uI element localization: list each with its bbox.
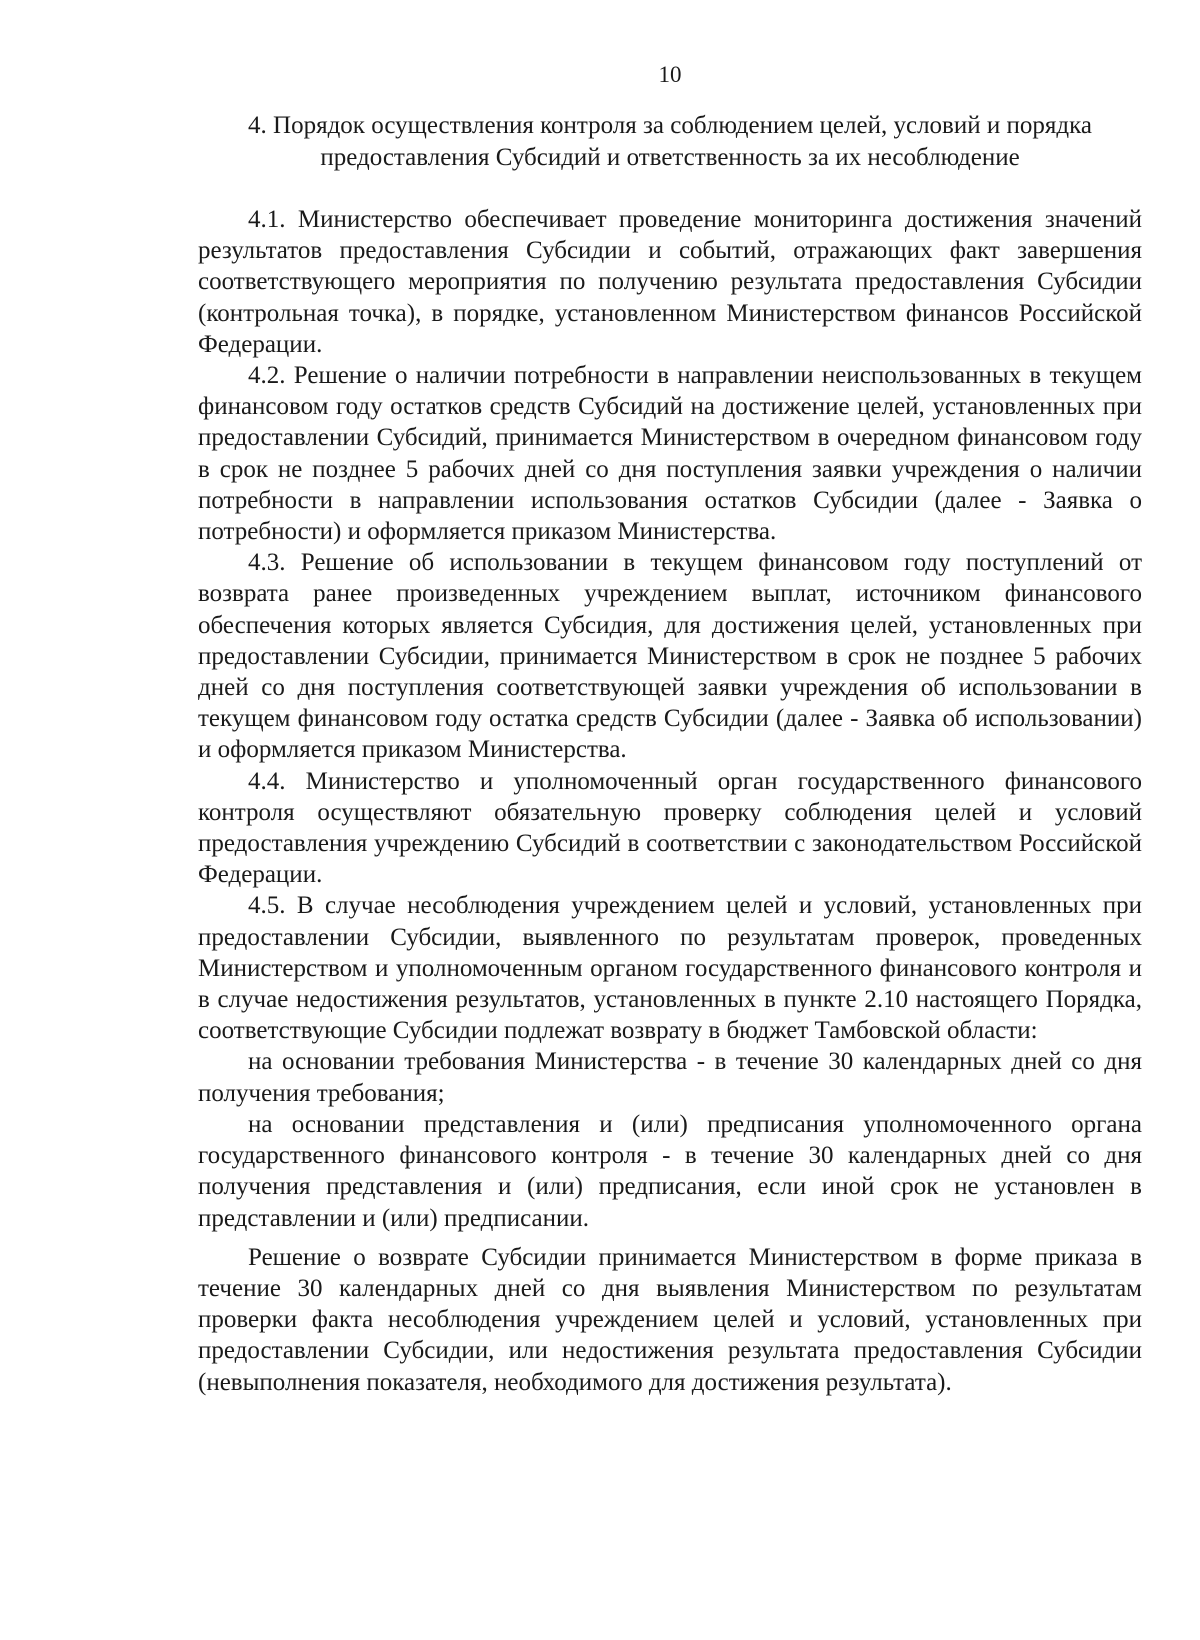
paragraph-4-4: 4.4. Министерство и уполномоченный орган государственного финансового контроля осуществляют обязательную проверку соблюдения целей и условий предоставления учреждению Субсидий в соответствии с законодательством Российской Федерации. [198,767,1142,889]
document-body [198,204,1142,1398]
paragraph-4-5: 4.5. В случае несоблюдения учреждением целей и условий, установленных при предоставлении Субсидии, выявленного по результатам проверок, проведенных Министерством и уполномоченным органом государственного финансового контроля и в случае недостижения результатов, установленных в пункте 2.10 настоящего Порядка, соответствующие Субсидии подлежат возврату в бюджет Тамбовской области: [198,892,1142,1045]
paragraph-4-1: 4.1. Министерство обеспечивает проведение мониторинга достижения значений результатов предоставления Субсидии и событий, отражающих факт завершения соответствующего мероприятия по получению результата предоставления Субсидии (контрольная точка), в порядке, установленном Министерством финансов Российской Федерации. [198,206,1142,358]
page-number: 10 [658,62,682,87]
paragraph-4-2: 4.2. Решение о наличии потребности в направлении неиспользованных в текущем финансовом году остатков средств Субсидий на достижение целей, установленных при предоставлении Субсидий, принимается Министерством в очередном финансовом году в срок не позднее 5 рабочих дней со дня поступления заявки учреждения о наличии потребности в направлении использования остатков Субсидии (далее - Заявка о потребности) и оформляется приказом Министерства. [198,362,1142,546]
paragraph-return-decision: Решение о возврате Субсидии принимается Министерством в форме приказа в течение 30 календарных дней со дня выявления Министерством по результатам проверки факта несоблюдения учреждением целей и условий, установленных при предоставлении Субсидии, или недостижения результата предоставления Субсидии (невыполнения показателя, необходимого для достижения результата). [198,1243,1142,1396]
paragraph-requirement: на основании требования Министерства - в течение 30 календарных дней со дня получения требования; [198,1048,1142,1107]
paragraph-4-3: 4.3. Решение об использовании в текущем финансовом году поступлений от возврата ранее произведенных учреждением выплат, источником финансового обеспечения которых является Субсидия, для достижения целей, установленных при предоставлении Субсидии, принимается Министерством в срок не позднее 5 рабочих дней со дня поступления соответствующей заявки учреждения об использовании в текущем финансовом году остатка средств Субсидии (далее - Заявка об использовании) и оформляется приказом Министерства. [198,549,1142,764]
section-title: 4. Порядок осуществления контроля за соблюдением целей, условий и порядка предоставления Субсидий и ответственность за их несоблюдение [248,112,1092,171]
paragraph-prescription: на основании представления и (или) предписания уполномоченного органа государственного финансового контроля - в течение 30 календарных дней со дня получения представления и (или) предписания, если иной срок не установлен в представлении и (или) предписании. [198,1110,1142,1232]
